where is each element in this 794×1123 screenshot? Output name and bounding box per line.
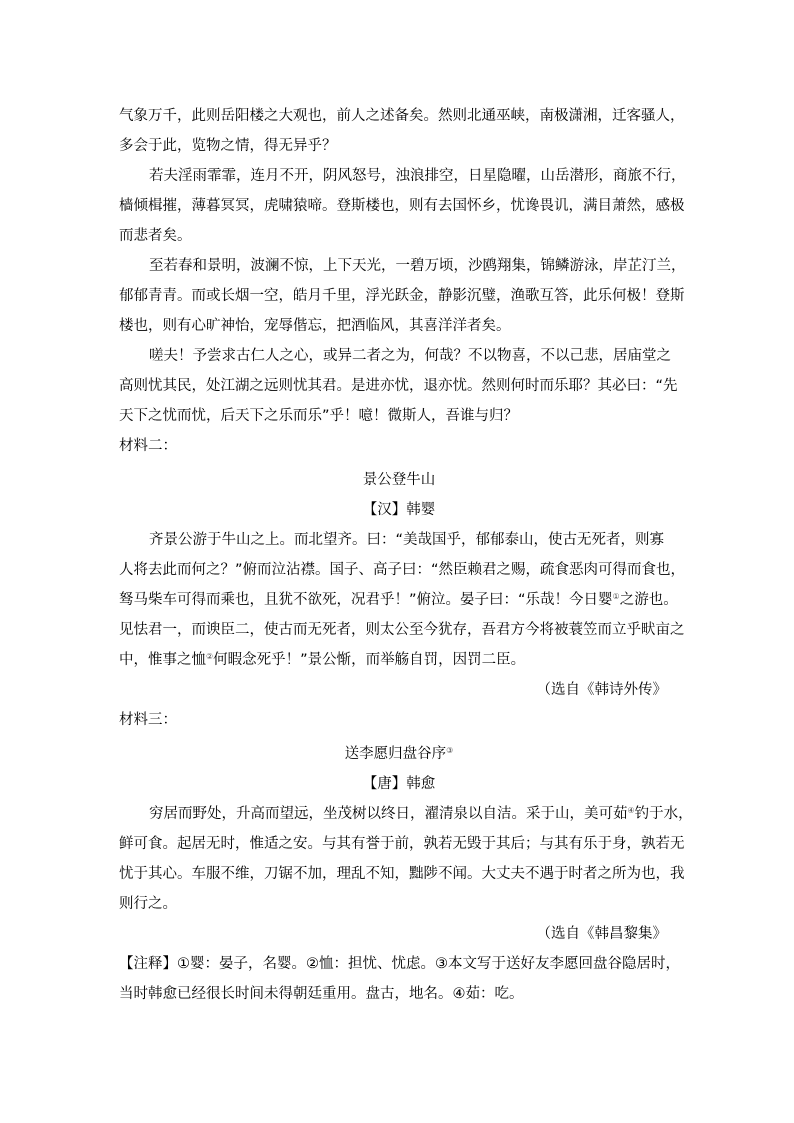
text-segment: 穷居而野处，升高而望远，坐茂树以终日，濯清泉以自洁。采于山，美可茹 (149, 806, 628, 822)
title-text: 送李愿归盘谷序 (344, 746, 447, 762)
text-segment: 驽马柴车可得而乘也，且犹不欲死，况君乎！”俯泣。晏子曰：“乐哉！今日婴 (119, 592, 613, 608)
text-line: 樯倾楫摧，薄暮冥冥，虎啸猿啼。登斯楼也，则有去国怀乡，忧谗畏讥，满目萧然，感极 (119, 198, 685, 214)
material-three (119, 705, 693, 949)
section-title (119, 739, 679, 769)
text-line: 人将去此而何之？”俯而泣沾襟。国子、高子曰：“然臣赖君之赐，疏食恶肉可得而食也， (119, 562, 686, 578)
text-line: 若夫淫雨霏霏，连月不开，阴风怒号，浊浪排空，日星隐曜，山岳潜形，商旅不行， (149, 168, 686, 184)
note-line: 【注释】①婴：晏子，名婴。②恤：担忧、忧虑。③本文写于送好友李愿回盘谷隐居时， (119, 956, 680, 972)
text-line: 而悲者矣。 (119, 228, 192, 244)
text-segment: 中，惟事之恤 (119, 652, 206, 668)
text-line: 忧于其心。车服不维，刀锯不加，理乱不知，黜陟不闻。大丈夫不遇于时者之所为也，我 (119, 866, 685, 882)
text-segment: 之游也。 (619, 592, 678, 608)
section-author: 【汉】韩婴 (362, 502, 436, 518)
text-line: 郁郁青青。而或长烟一空，皓月千里，浮光跃金，静影沉璧，渔歌互答，此乐何极！登斯 (119, 288, 685, 304)
footnote-marker: ② (206, 652, 214, 661)
text-segment: 何暇念死乎！”景公惭，而举觞自罚，因罚二臣。 (213, 652, 526, 668)
material-two (119, 431, 686, 705)
footnote-marker: ① (612, 592, 620, 601)
text-line: 高则忧其民，处江湖之远则忧其君。是进亦忧，退亦忧。然则何时而乐耶？其必曰：“先 (119, 378, 678, 394)
note-line: 当时韩愈已经很长时间未得朝廷重用。盘古，地名。④茹：吃。 (119, 986, 524, 1002)
text-line: 齐景公游于牛山之上。而北望齐。曰：“美哉国乎，郁郁泰山，使古无死者，则寡 (149, 532, 665, 548)
text-line: 多会于此，览物之情，得无异乎？ (119, 138, 337, 154)
section-label: 材料三： (119, 712, 177, 728)
section-label: 材料二： (119, 438, 177, 454)
text-line: 天下之忧而忧，后天下之乐而乐”乎！噫！微斯人，吾谁与归？ (119, 408, 519, 424)
footnote-marker: ③ (446, 746, 454, 755)
footnote-marker: ④ (627, 806, 635, 815)
text-line: 鲜可食。起居无时，惟适之安。与其有誉于前，孰若无毁于其后；与其有乐于身，孰若无 (119, 836, 685, 852)
section-title: 景公登牛山 (362, 472, 436, 488)
text-line (119, 799, 693, 829)
text-line: 见怯君一，而谀臣二，使古而无死者，则太公至今犹存，吾君方今将被蓑笠而立乎畎亩之 (119, 622, 685, 638)
text-line: 则行之。 (119, 896, 177, 912)
text-line: 嗟夫！予尝求古仁人之心，或异二者之为，何哉？不以物喜，不以己悲，居庙堂之 (149, 348, 671, 364)
annotation-notes (119, 949, 679, 1009)
text-line: 楼也，则有心旷神怡，宠辱偕忘，把酒临风，其喜洋洋者矣。 (119, 318, 511, 334)
material-one (119, 101, 686, 431)
text-line: 至若春和景明，波澜不惊，上下天光，一碧万顷，沙鸥翔集，锦鳞游泳，岸芷汀兰， (149, 258, 686, 274)
document-body (119, 101, 693, 1009)
source-citation: （选自《韩诗外传》 (536, 682, 667, 698)
text-line (119, 645, 679, 675)
text-segment: 钓于水， (634, 806, 693, 822)
text-line: 气象万千，此则岳阳楼之大观也，前人之述备矣。然则北通巫峡，南极潇湘，迁客骚人， (119, 108, 685, 124)
text-line (119, 585, 679, 615)
source-citation: （选自《韩昌黎集》 (536, 926, 667, 942)
section-author: 【唐】韩愈 (362, 776, 436, 792)
